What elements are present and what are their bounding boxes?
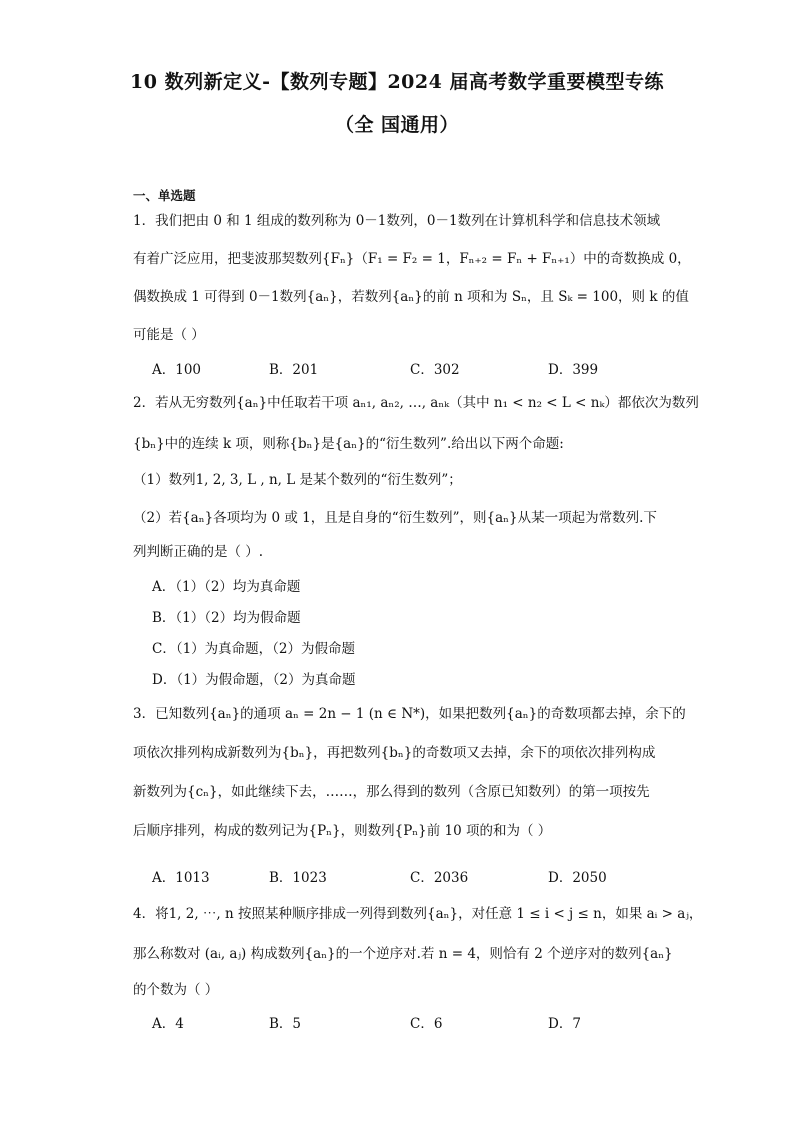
question-4-line: 的个数为（ ） xyxy=(133,982,219,998)
choice-d[interactable]: D．2050 xyxy=(548,870,607,886)
question-2-line: （2）若{aₙ}各项均为 0 或 1，且是自身的“衍生数列”，则{aₙ}从某一项起为常数列.下 xyxy=(133,510,657,526)
question-3-line: 项依次排列构成新数列为{bₙ}，再把数列{bₙ}的奇数项又去掉，余下的项依次排列构成 xyxy=(133,745,656,761)
question-4-choices xyxy=(152,1012,712,1032)
question-3-line: 3．已知数列{aₙ}的通项 aₙ = 2n − 1 (n ∈ N*)，如果把数列{aₙ}的奇数项都去掉，余下的 xyxy=(133,706,686,722)
question-3-line: 后顺序排列，构成的数列记为{Pₙ}，则数列{Pₙ}前 10 项的和为（ ） xyxy=(133,823,552,839)
choice-d[interactable]: D．（1）为假命题，（2）为真命题 xyxy=(152,672,356,688)
question-1-line: 偶数换成 1 可得到 0－1数列{aₙ}，若数列{aₙ}的前 n 项和为 Sₙ，且 Sₖ = 100，则 k 的值 xyxy=(133,289,689,305)
choice-a[interactable]: A．1013 xyxy=(152,870,210,886)
choice-c[interactable]: C．2036 xyxy=(410,870,469,886)
choice-b[interactable]: B．5 xyxy=(269,1016,302,1032)
question-1-choices xyxy=(152,358,712,378)
question-2-line: 列判断正确的是（ ）. xyxy=(133,544,264,560)
question-1-line: 1．我们把由 0 和 1 组成的数列称为 0－1数列，0－1数列在计算机科学和信息技术领域 xyxy=(133,213,661,229)
question-4-line: 4．将1, 2, ⋯, n 按照某种顺序排成一列得到数列{aₙ}，对任意 1 ≤ i < j ≤ n，如果 aᵢ > aⱼ， xyxy=(133,906,703,922)
choice-b[interactable]: B．1023 xyxy=(269,870,327,886)
question-2-line: {bₙ}中的连续 k 项，则称{bₙ}是{aₙ}的“衍生数列”.给出以下两个命题: xyxy=(133,436,564,452)
choice-a[interactable]: A．4 xyxy=(152,1016,184,1032)
question-3-choices xyxy=(152,866,712,886)
question-2-line: 2．若从无穷数列{aₙ}中任取若干项 aₙ₁, aₙ₂, …, aₙₖ（其中 n₁ < n₂ < L < nₖ）都依次为数列 xyxy=(133,395,699,411)
choice-b[interactable]: B．201 xyxy=(269,362,319,378)
document-subtitle: （全 国通用） xyxy=(334,114,460,136)
choice-c[interactable]: C．（1）为真命题，（2）为假命题 xyxy=(152,641,356,657)
choice-b[interactable]: B．（1）（2）均为假命题 xyxy=(152,610,301,626)
section-heading: 一、单选题 xyxy=(133,188,196,203)
choice-c[interactable]: C．302 xyxy=(410,362,460,378)
choice-c[interactable]: C．6 xyxy=(410,1016,443,1032)
choice-a[interactable]: A．100 xyxy=(152,362,202,378)
document-title: 10 数列新定义-【数列专题】2024 届高考数学重要模型专练 xyxy=(130,71,664,93)
question-4-line: 那么称数对 (aᵢ, aⱼ) 构成数列{aₙ}的一个逆序对.若 n = 4，则恰有 2 个逆序对的数列{aₙ} xyxy=(133,946,673,962)
choice-d[interactable]: D．399 xyxy=(548,362,599,378)
question-3-line: 新数列为{cₙ}，如此继续下去，……，那么得到的数列（含原已知数列）的第一项按先 xyxy=(133,784,650,800)
question-2-line: （1）数列1, 2, 3, L , n, L 是某个数列的“衍生数列”； xyxy=(133,472,462,488)
question-1-line: 可能是（ ） xyxy=(133,327,205,343)
choice-a[interactable]: A．（1）（2）均为真命题 xyxy=(152,579,301,595)
choice-d[interactable]: D．7 xyxy=(548,1016,581,1032)
question-1-line: 有着广泛应用，把斐波那契数列{Fₙ}（F₁ = F₂ = 1，Fₙ₊₂ = Fₙ + Fₙ₊₁）中的奇数换成 0， xyxy=(133,251,691,267)
